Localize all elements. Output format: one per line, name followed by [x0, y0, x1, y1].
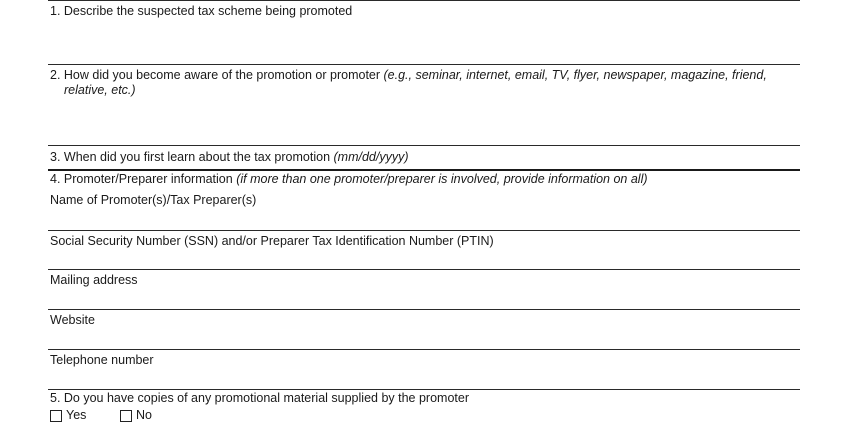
question-3-date-field[interactable] — [420, 150, 804, 168]
website-label: Website — [50, 313, 95, 327]
question-3-label — [50, 150, 409, 165]
no-checkbox[interactable] — [120, 410, 132, 422]
mailing-address-field[interactable] — [48, 290, 804, 310]
question-2-rule — [48, 145, 800, 146]
mailing-address-rule — [48, 309, 800, 310]
question-2-hint: (e.g., seminar, internet, email, TV, flyer, newspaper, magazine, friend, — [383, 68, 767, 82]
ssn-ptin-field[interactable] — [48, 250, 804, 270]
question-3-text: 3. When did you first learn about the tax promotion — [50, 150, 331, 164]
promoter-name-rule — [48, 230, 800, 231]
question-3-rule — [48, 169, 800, 171]
question-3-hint: (mm/dd/yyyy) — [333, 150, 409, 164]
promoter-name-field[interactable] — [48, 210, 804, 230]
telephone-field[interactable] — [48, 370, 804, 390]
telephone-rule — [48, 389, 800, 390]
promoter-name-label: Name of Promoter(s)/Tax Preparer(s) — [50, 193, 257, 207]
question-1-rule — [48, 64, 800, 65]
question-4-text: 4. Promoter/Preparer information — [50, 172, 233, 186]
ssn-ptin-label: Social Security Number (SSN) and/or Preparer Tax Identification Number (PTIN) — [50, 234, 494, 248]
website-field[interactable] — [48, 330, 804, 350]
question-4-hint: (if more than one promoter/preparer is involved, provide information on all) — [236, 172, 648, 186]
ssn-ptin-rule — [48, 269, 800, 270]
question-4-label — [50, 172, 648, 187]
top-rule — [48, 0, 800, 1]
question-1-text: 1. Describe the suspected tax scheme being promoted — [50, 4, 353, 18]
mailing-address-label: Mailing address — [50, 273, 138, 287]
telephone-label: Telephone number — [50, 353, 154, 367]
question-2-hint-cont: relative, etc.) — [64, 83, 136, 97]
question-2-answer-field[interactable] — [48, 102, 804, 146]
no-label: No — [136, 408, 152, 422]
question-2-text: 2. How did you become aware of the promotion or promoter — [50, 68, 381, 82]
question-1-label — [50, 4, 352, 19]
yes-checkbox[interactable] — [50, 410, 62, 422]
question-2-label — [50, 68, 790, 98]
yes-label: Yes — [66, 408, 87, 422]
question-1-answer-field[interactable] — [48, 22, 804, 66]
question-5-label: 5. Do you have copies of any promotional material supplied by the promoter — [50, 391, 469, 405]
website-rule — [48, 349, 800, 350]
